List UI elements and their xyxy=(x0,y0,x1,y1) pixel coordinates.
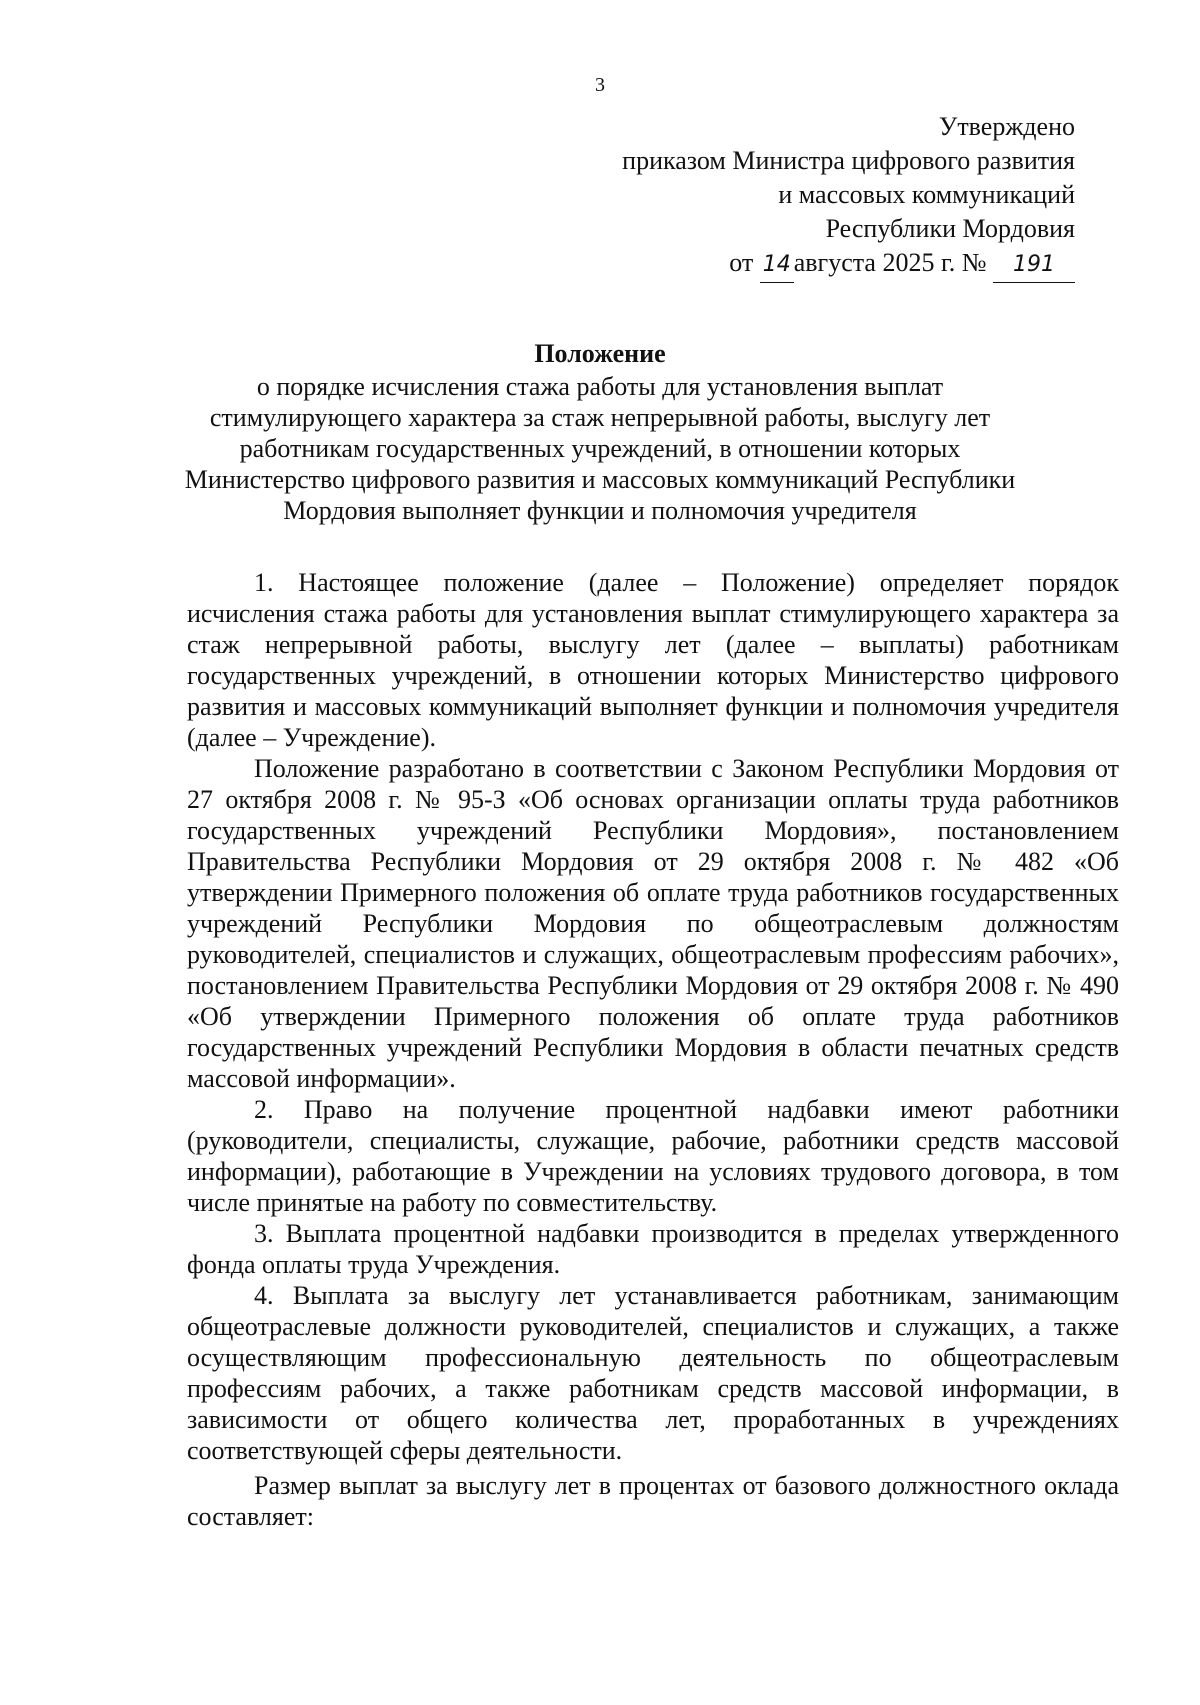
title-line-5: Мордовия выполняет функции и полномочия учредителя xyxy=(283,496,917,525)
handwritten-day: 14 xyxy=(760,248,794,283)
title-line-3: работникам государственных учреждений, в отношении которых xyxy=(239,434,961,463)
paragraph-1: 1. Настоящее положение (далее – Положение) определяет порядок исчисления стажа работы для установления выплат стимулирующего характера за стаж непрерывной работы, выслугу лет (далее – выплаты) работникам государственных учреждений, в отношении которых Министерство цифрового развития и массовых коммуникаций выполняет функции и полномочия учредителя (далее – Учреждение). xyxy=(187,568,1119,752)
paragraph-payment-size: Размер выплат за выслугу лет в процентах от базового должностного оклада составляет: xyxy=(187,1471,1119,1531)
approval-line-order: приказом Министра цифрового развития xyxy=(622,146,1075,175)
page-number: 3 xyxy=(595,74,605,96)
handwritten-order-number: 191 xyxy=(993,248,1075,283)
title-line-1: о порядке исчисления стажа работы для установления выплат xyxy=(256,372,944,401)
document-heading: Положение xyxy=(534,339,666,368)
paragraph-3: 3. Выплата процентной надбавки производится в пределах утвержденного фонда оплаты труда Учреждения. xyxy=(187,1219,1119,1279)
title-line-4: Министерство цифрового развития и массовых коммуникаций Республики xyxy=(184,465,1016,494)
title-line-2: стимулирующего характера за стаж непрерывной работы, выслугу лет xyxy=(209,403,991,432)
document-title-block xyxy=(150,338,1050,526)
approval-line-ministry: и массовых коммуникаций xyxy=(778,180,1075,209)
approval-line-republic: Республики Мордовия xyxy=(825,214,1075,243)
approval-stamp xyxy=(622,110,1075,283)
document-body xyxy=(187,567,1119,1532)
approval-line-approved: Утверждено xyxy=(938,112,1075,141)
paragraph-4: 4. Выплата за выслугу лет устанавливается работникам, занимающим общеотраслевые должности руководителей, специалистов и служащих, а также осуществляющим профессиональную деятельность по общеотраслевым профессиям рабочих, а также работникам средств массовой информации, в зависимости от общего количества лет, проработанных в учреждениях соответствующей сферы деятельности. xyxy=(187,1281,1119,1465)
paragraph-2: 2. Право на получение процентной надбавки имеют работники (руководители, специалисты, служащие, рабочие, работники средств массовой информации), работающие в Учреждении на условиях трудового договора, в том числе принятые на работу по совместительству. xyxy=(187,1095,1119,1217)
date-prefix: от xyxy=(729,248,754,277)
date-rest: августа 2025 г. № xyxy=(793,248,987,277)
approval-date-line xyxy=(622,246,1075,283)
paragraph-basis: Положение разработано в соответствии с Законом Республики Мордовия от 27 октября 2008 г. № 95-З «Об основах организации оплаты труда работников государственных учреждений Республики Мордовия», постановлением Правительства Республики Мордовия от 29 октября 2008 г. № 482 «Об утверждении Примерного положения об оплате труда работников государственных учреждений Республики Мордовия по общеотраслевым должностям руководителей, специалистов и служащих, общеотраслевым профессиям рабочих», постановлением Правительства Республики Мордовия от 29 октября 2008 г. № 490 «Об утверждении Примерного положения об оплате труда работников государственных учреждений Республики Мордовия в области печатных средств массовой информации». xyxy=(187,754,1119,1093)
